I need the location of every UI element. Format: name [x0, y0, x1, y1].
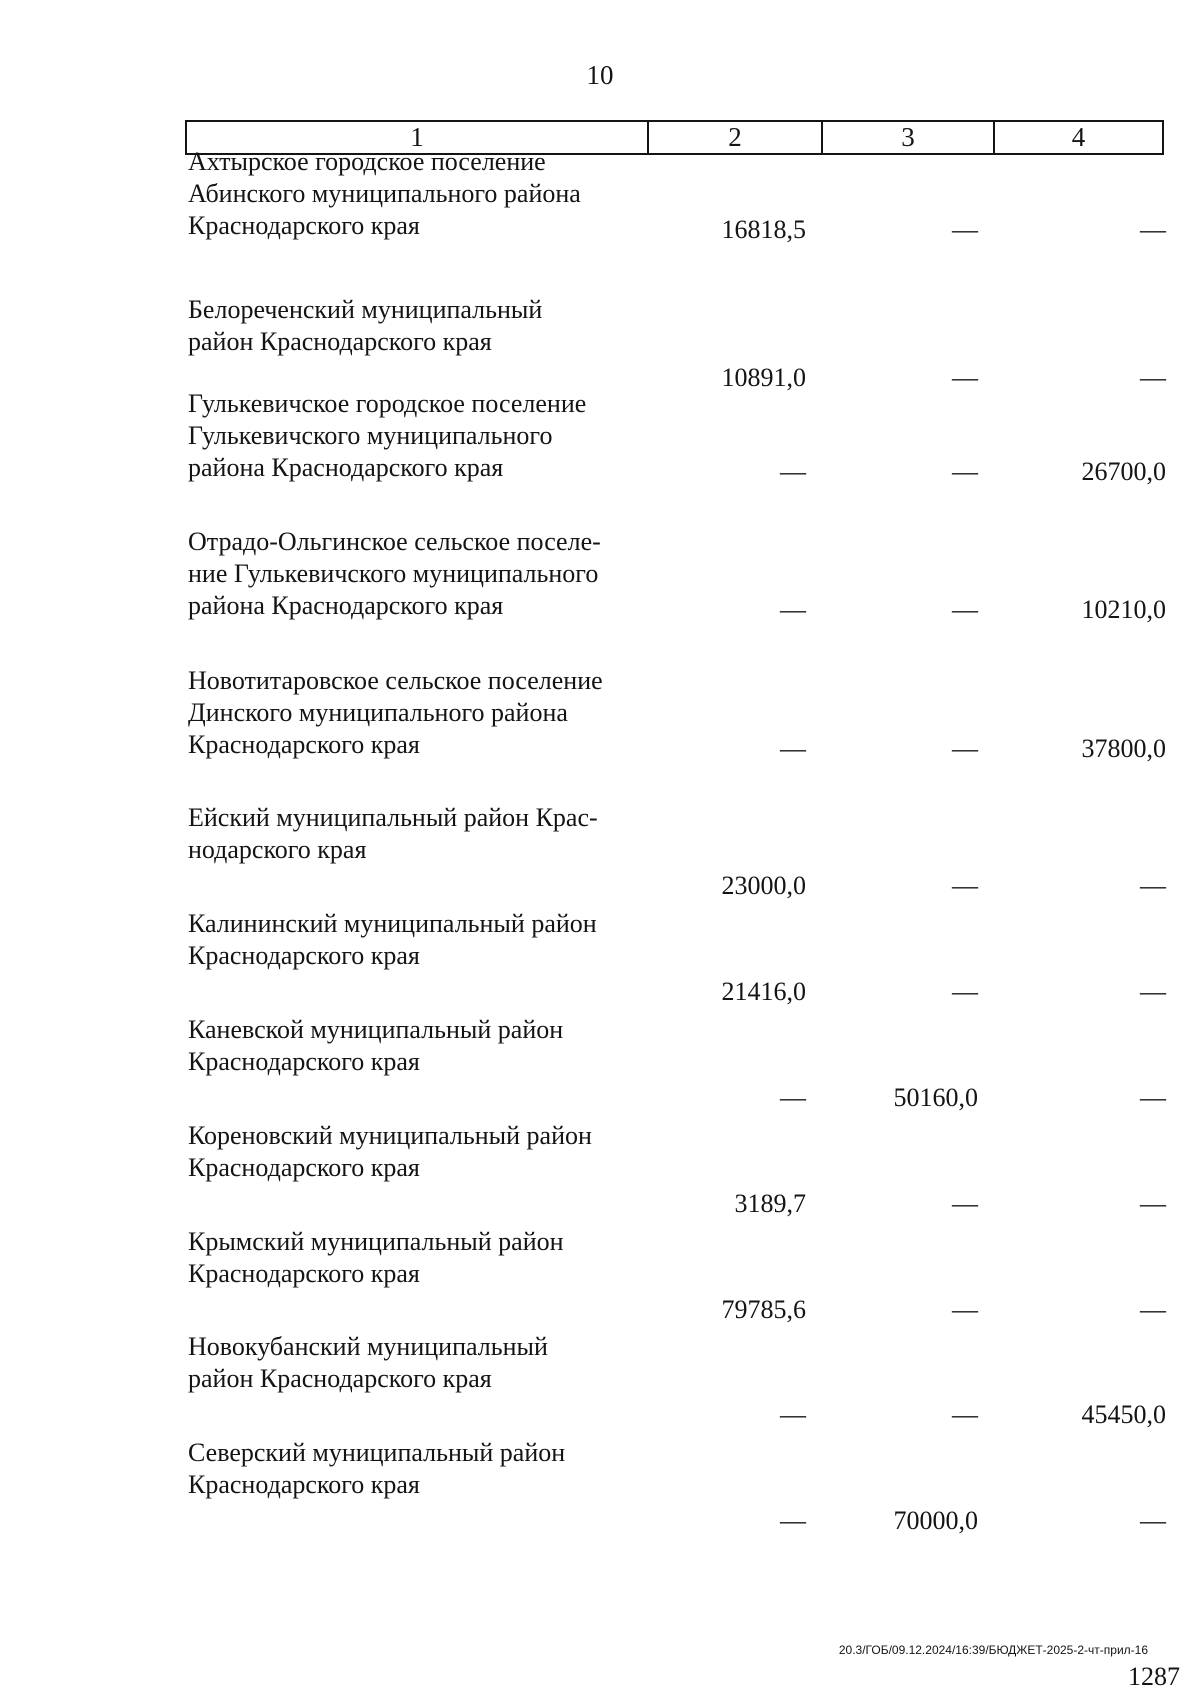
municipality-name: Кореновский муниципальный район Краснодарского края — [188, 1121, 592, 1182]
table-row — [188, 665, 1166, 765]
municipality-name: Отрадо-Ольгинское сельское поселе- ние Гулькевичского муниципального района Краснодарского края — [188, 527, 601, 620]
value-col-2: 10891,0 — [721, 363, 806, 392]
header-cell-3: 3 — [821, 122, 993, 153]
table-row — [188, 1226, 1166, 1326]
table-row — [188, 908, 1166, 1008]
value-col-2: 16818,5 — [721, 215, 806, 244]
table-row — [188, 1331, 1166, 1431]
value-col-3: 50160,0 — [893, 1083, 978, 1112]
value-col-4: — — [1140, 1083, 1166, 1112]
header-cell-1: 1 — [410, 122, 424, 152]
value-col-2: — — [780, 1506, 806, 1535]
value-col-3: — — [952, 734, 978, 763]
page-number: 10 — [586, 60, 614, 90]
value-col-4: — — [1140, 977, 1166, 1006]
table-row — [188, 1120, 1166, 1220]
value-col-2: — — [780, 595, 806, 624]
value-col-2: — — [780, 457, 806, 486]
value-col-4: 10210,0 — [1081, 595, 1166, 624]
value-col-2: 3189,7 — [734, 1189, 806, 1218]
value-col-4: — — [1140, 215, 1166, 244]
municipality-name: Гулькевичское городское поселение Гулькевичского муниципального района Краснодарского края — [188, 389, 587, 482]
municipality-name: Ейский муниципальный район Крас- нодарского края — [188, 803, 598, 864]
value-col-4: — — [1140, 1506, 1166, 1535]
municipality-name: Северский муниципальный район Краснодарского края — [188, 1438, 566, 1499]
table-row — [188, 802, 1166, 902]
municipality-name: Ахтырское городское поселение Абинского муниципального района Краснодарского края — [188, 147, 581, 240]
value-col-3: — — [952, 363, 978, 392]
municipality-name: Крымский муниципальный район Краснодарского края — [188, 1227, 564, 1288]
value-col-4: — — [1140, 363, 1166, 392]
value-col-3: — — [952, 215, 978, 244]
footer-document-code: 20.3/ГОБ/09.12.2024/16:39/БЮДЖЕТ-2025-2-чт-прил-16 — [838, 1643, 1148, 1657]
municipality-name: Новокубанский муниципальный район Краснодарского края — [188, 1332, 548, 1393]
municipality-name: Каневской муниципальный район Краснодарского края — [188, 1015, 564, 1076]
table-row — [188, 388, 1166, 488]
value-col-3: — — [952, 871, 978, 900]
value-col-4: 37800,0 — [1081, 734, 1166, 763]
value-col-2: — — [780, 734, 806, 763]
header-cell-4: 4 — [993, 122, 1162, 153]
value-col-3: — — [952, 1400, 978, 1429]
table-row — [188, 146, 1166, 246]
header-cell-2: 2 — [647, 122, 821, 153]
municipality-name: Новотитаровское сельское поселение Динского муниципального района Краснодарского края — [188, 666, 603, 759]
value-col-2: 79785,6 — [721, 1295, 806, 1324]
value-col-4: 45450,0 — [1081, 1400, 1166, 1429]
value-col-4: — — [1140, 1295, 1166, 1324]
municipality-name: Белореченский муниципальный район Краснодарского края — [188, 295, 543, 356]
value-col-3: — — [952, 1189, 978, 1218]
table-row — [188, 294, 1166, 394]
value-col-3: — — [952, 457, 978, 486]
value-col-2: 21416,0 — [721, 977, 806, 1006]
municipality-name: Калининский муниципальный район Краснодарского края — [188, 909, 597, 970]
value-col-2: — — [780, 1400, 806, 1429]
table-row — [188, 1437, 1166, 1537]
value-col-3: — — [952, 595, 978, 624]
table-row — [188, 526, 1166, 626]
value-col-4: — — [1140, 1189, 1166, 1218]
sheet-number: 1287 — [1128, 1662, 1180, 1691]
value-col-4: — — [1140, 871, 1166, 900]
value-col-3: 70000,0 — [893, 1506, 978, 1535]
value-col-3: — — [952, 1295, 978, 1324]
value-col-3: — — [952, 977, 978, 1006]
value-col-2: 23000,0 — [721, 871, 806, 900]
value-col-2: — — [780, 1083, 806, 1112]
value-col-4: 26700,0 — [1081, 457, 1166, 486]
table-row — [188, 1014, 1166, 1114]
